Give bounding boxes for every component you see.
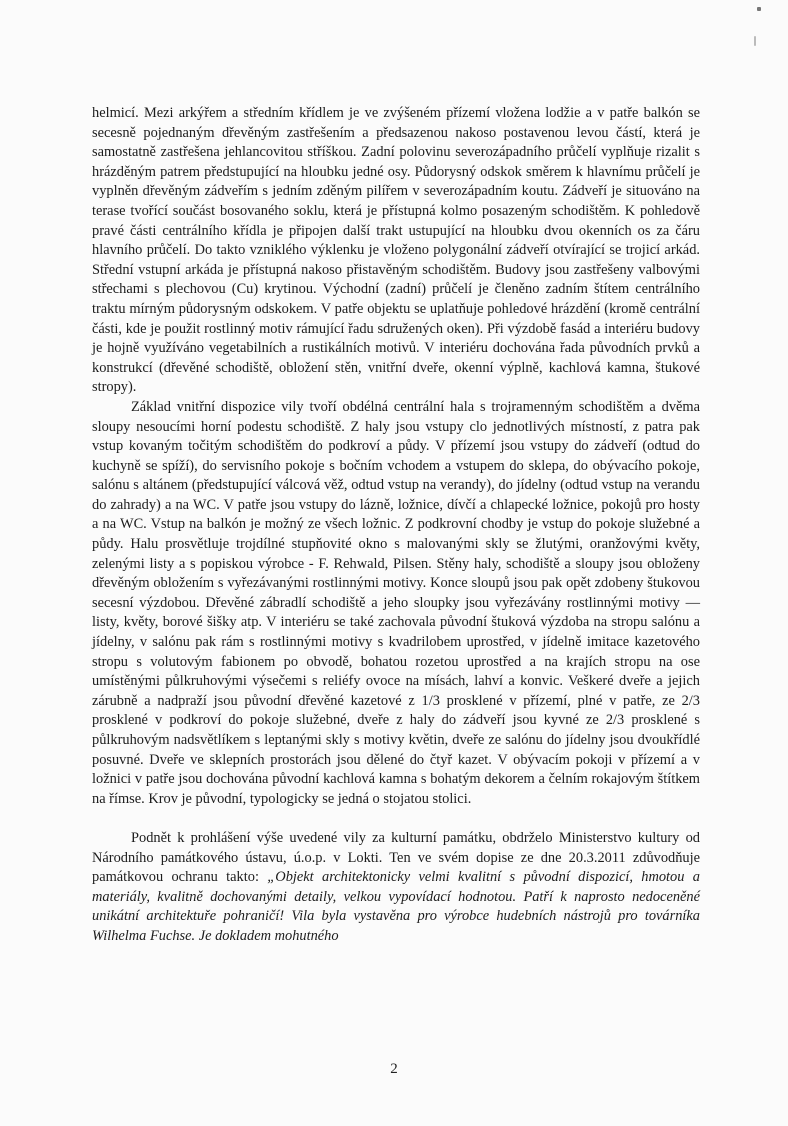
body-text [92,104,700,947]
scan-mark [754,36,756,46]
quoted-justification: „Objekt architektonicky velmi kvalitní s původní dispozicí, hmotou a materiály, kvalitně dochovanými detaily, velkou vypovídací hodnotou. Patří k naprosto nedoceněné unikátní architektuře pohraničí! Vila byla vystavěna pro výrobce hudebních nástrojů pro továrníka Wilhelma Fuchse. Je dokladem mohutného [92,869,700,944]
paragraph-continuation: helmicí. Mezi arkýřem a středním křídlem je ve zvýšeném přízemí vložena lodžie a v patře balkón se secesně pojednaným dřevěným zastřešením a předsazenou nakoso postavenou levou částí, která je samostatně zastřešena jehlancovitou stříškou. Zadní polovinu severozápadního průčelí vyplňuje rizalit s hrázděným patrem předstupující na hloubku jedné osy. Půdorysný odskok směrem k hlavnímu průčelí je vyplněn dřevěným zádveřím s jedním zděným pilířem v severozápadním koutu. Zádveří je situováno na terase tvořící součást bosovaného soklu, která je přístupná kolmo posazeným schodištěm. K pohledově pravé části centrálního křídla je připojen další trakt ustupující na hloubku dvou okenních os za čáru hlavního průčelí. Do takto vzniklého výklenku je vloženo polygonální zádveří otvírající se trojicí arkád. Střední vstupní arkáda je přístupná nakoso přistavěným schodištěm. Budovy jsou zastřešeny valbovými střechami s plechovou (Cu) krytinou. Východní (zadní) průčelí je členěno zadním štítem centrálního traktu mírným půdorysným odskokem. V patře objektu se uplatňuje pohledové hrázdění (kromě centrální části, kde je použit rostlinný motiv rámující řadu sdružených oken). Při výzdobě fasád a interiéru budovy je hojně využíváno vegetabilních a rustikálních motivů. V interiéru dochována řada původních prvků a konstrukcí (dřevěné schodiště, obložení stěn, vnitřní dveře, okenní výplně, kachlová kamna, štukové stropy). [92,105,700,396]
paragraph-heritage-proposal [92,829,700,947]
paragraph-interior-layout: Základ vnitřní dispozice vily tvoří obdélná centrální hala s trojramenným schodištěm a dvěma sloupy nesoucími horní podestu schodiště. Z haly jsou vstupy clo jednotlivých místností, z patra pak vstup kovaným točitým schodištěm do podkroví a půdy. V přízemí jsou vstupy do zádveří (odtud do kuchyně se spíží), do servisního pokoje s bočním vchodem a vstupem do sklepa, do obývacího pokoje, salónu s altánem (předstupující válcová věž, odtud vstup na verandy), do jídelny (odtud vstup na verandu do zahrady) a na WC. V patře jsou vstupy do lázně, ložnice, dívčí a chlapecké ložnice, pokojů pro hosty a na WC. Vstup na balkón je možný ze všech ložnic. Z podkrovní chodby je vstup do pokoje služebné a půdy. Halu prosvětluje trojdílné stupňovité okno s malovanými skly se žlutými, oranžovými květy, zelenými listy a s popiskou výrobce - F. Rehwald, Pilsen. Stěny haly, schodiště a sloupy jsou obloženy dřevěným obložením s vyřezávanými rostlinnými motivy. Konce sloupů jsou pak opět zdobeny štukovou secesní výzdobou. Dřevěné zábradlí schodiště a jeho sloupky jsou vyřezávány rostlinnými motivy — listy, květy, borové šišky atp. V interiéru se také zachovala původní štuková výzdoba na stropu salónu a jídelny, v salónu pak rám s rostlinnými motivy s kvadrilobem uprostřed, v jídelně imitace kazetového stropu s volutovým fabionem po obvodě, bohatou rozetou uprostřed a na krajích stropu na ose umístěnými půlkruhovými výsečemi s reliéfy ovoce na mísách, lahví a konvic. Veškeré dveře a jejich zárubně a nadpraží jsou původní dřevěné kazetové z 1/3 prosklené v přízemí, plné v patře, ze 2/3 prosklené v podkroví do pokoje služebné, dveře z haly do zádveří jsou kyvné ze 2/3 prosklené s půlkruhovým nadsvětlíkem s leptanými skly s motivy květin, dveře ze salónu do jídelny jsou dvoukřídlé posuvné. Dveře ve sklepních prostorách jsou dělené do čtyř kazet. V obývacím pokoji v přízemí a v ložnici v patře jsou dochována původní kachlová kamna s bohatým dekorem a čelním rokajovým štítkem na římse. Krov je původní, typologicky se jedná o stojatou stolici. [92,398,700,807]
page-number: 2 [390,1061,398,1077]
paragraph-text: Podnět k prohlášení výše uvedené vily za kulturní památku, obdrželo Ministerstvo kultury od Národního památkového ústavu, ú.o.p. v Lokti. Ten ve svém dopise ze dne 20.3.2011 zdůvodňuje památkovou ochranu takto: [92,829,700,886]
scan-mark [757,7,761,11]
